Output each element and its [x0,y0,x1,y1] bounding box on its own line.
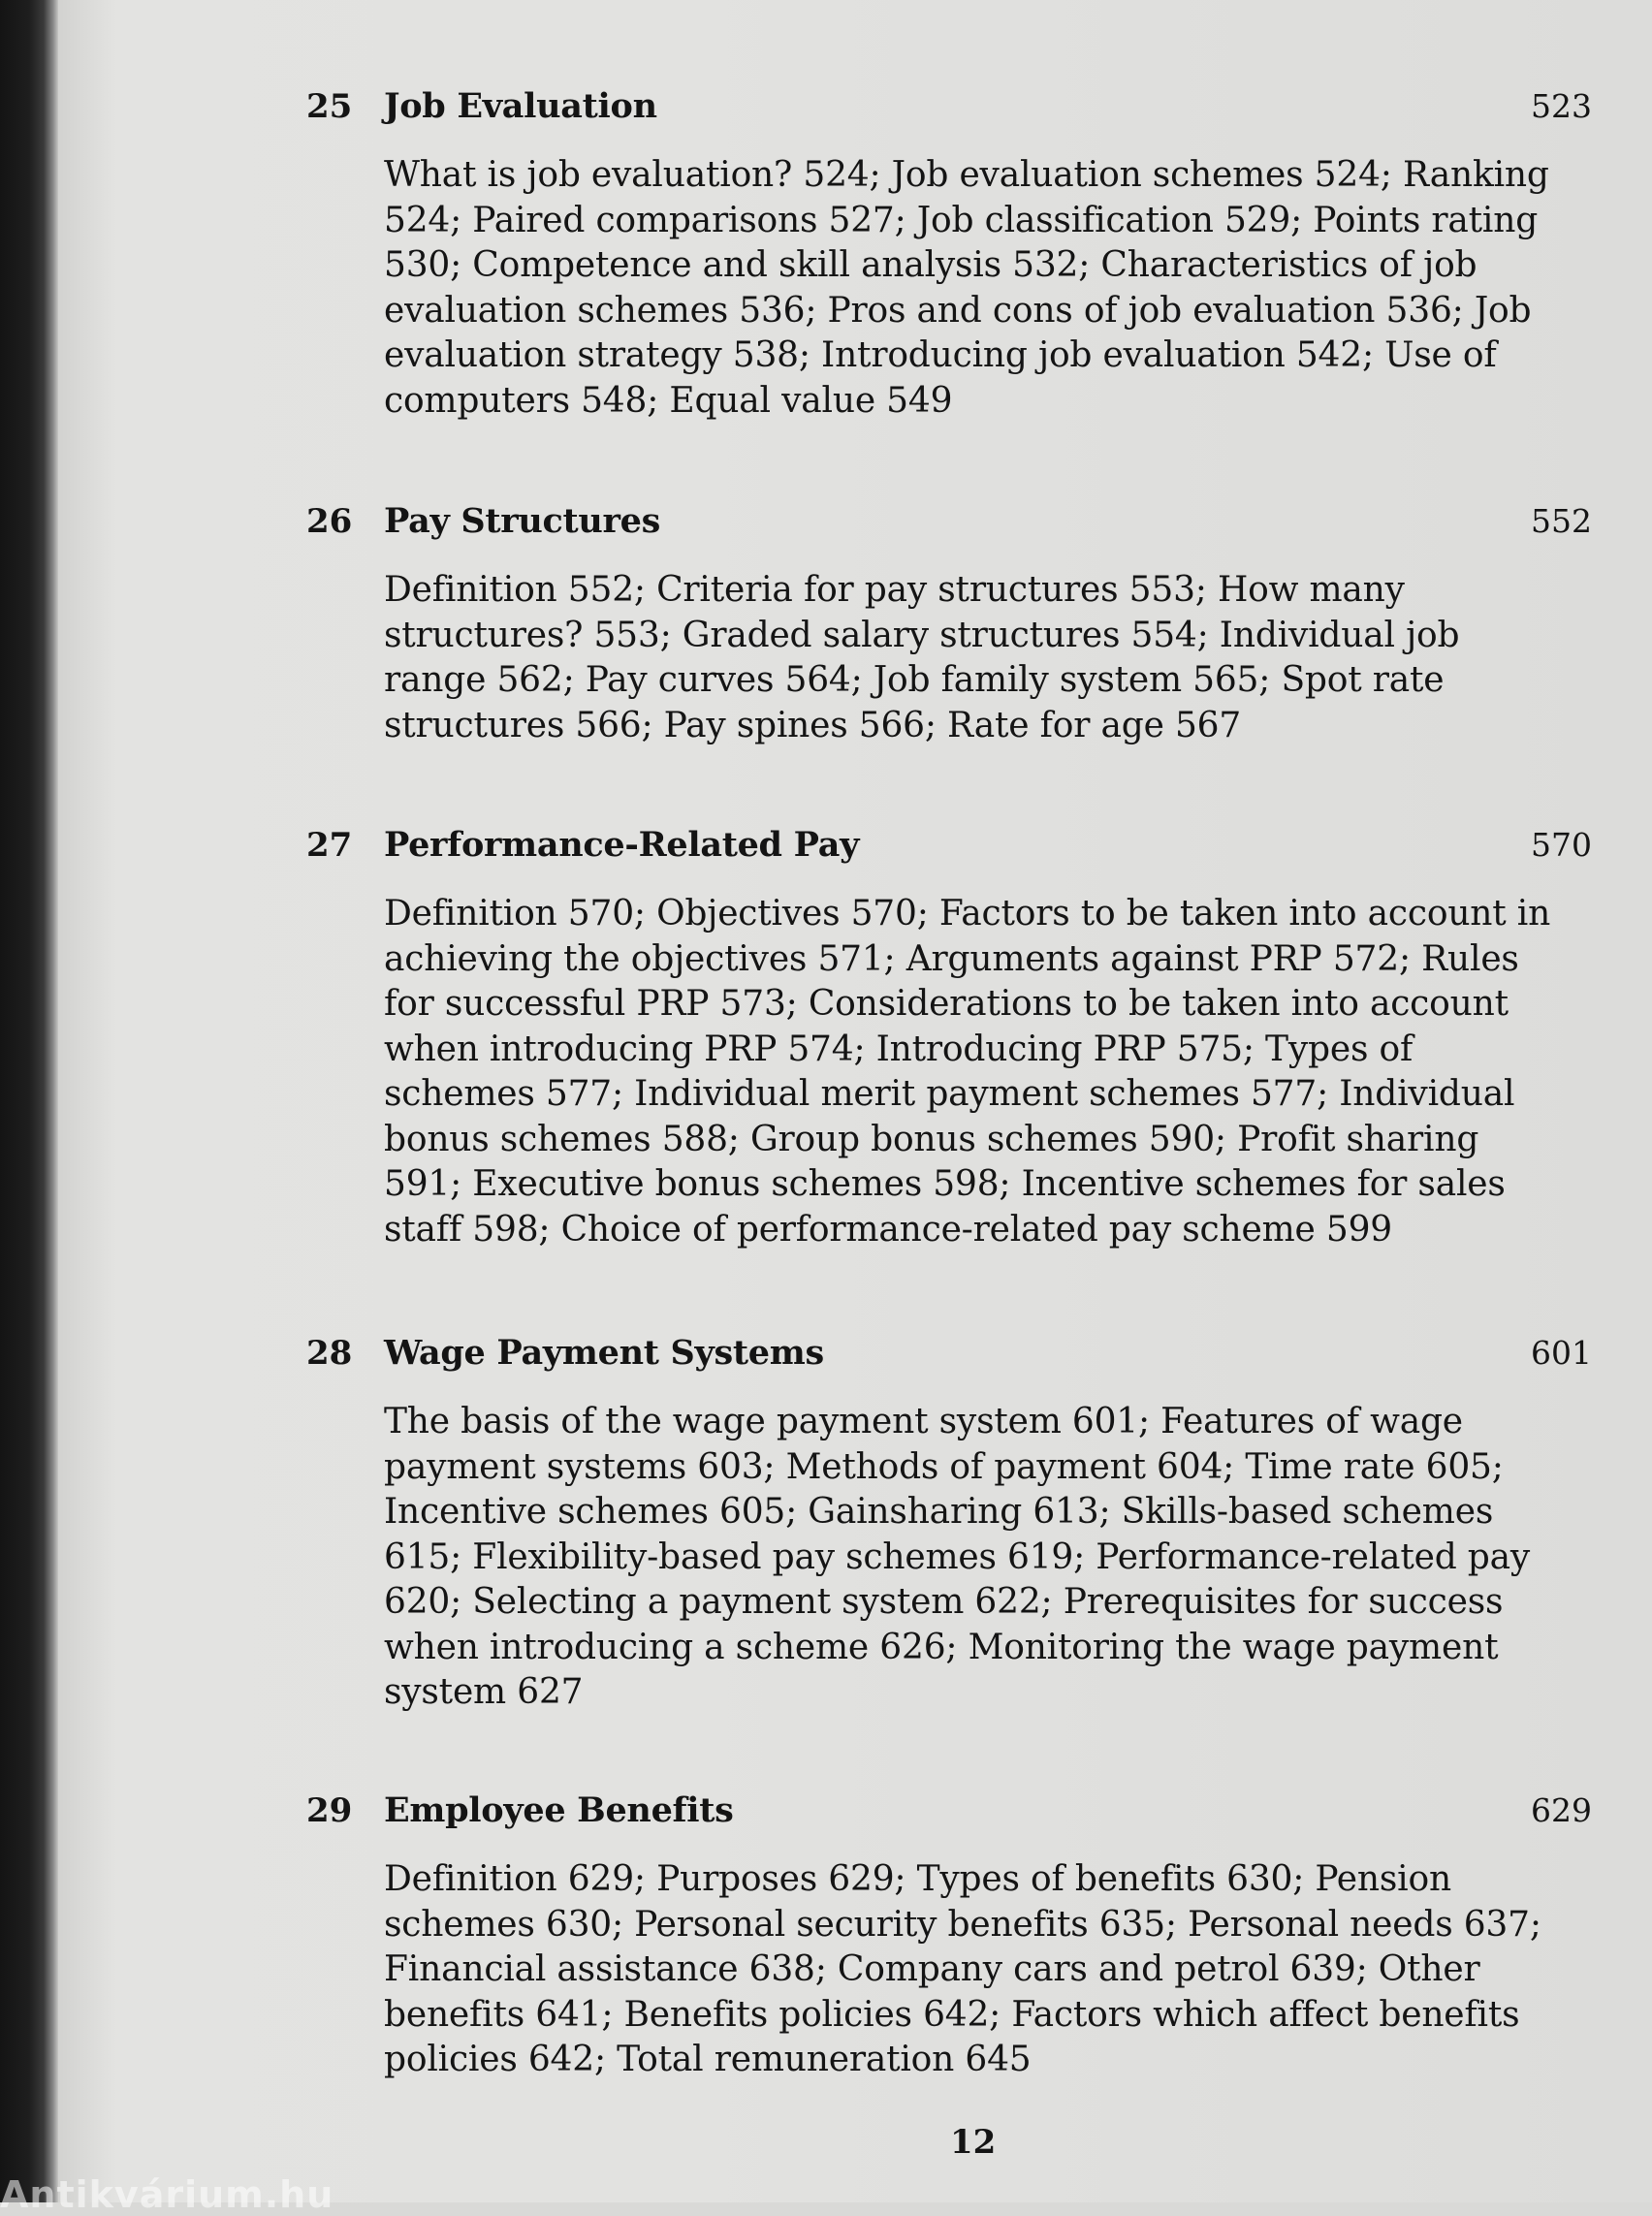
contents-line: schemes 577; Individual merit payment schemes 577; Individual [384,1074,1515,1114]
contents-line: range 562; Pay curves 564; Job family system 565; Spot rate [384,660,1445,700]
contents-line: computers 548; Equal value 549 [384,380,953,421]
contents-line: Definition 552; Criteria for pay structures 553; How many [384,570,1405,610]
contents-line: Definition 629; Purposes 629; Types of benefits 630; Pension [384,1859,1451,1899]
book-page [58,0,1652,2202]
chapter-contents [384,1400,1547,1716]
contents-line: Definition 570; Objectives 570; Factors to be taken into account in [384,894,1551,934]
contents-line: achieving the objectives 571; Arguments against PRP 572; Rules [384,938,1519,979]
contents-line: system 627 [384,1672,584,1712]
contents-line: structures 566; Pay spines 566; Rate for age 567 [384,705,1242,745]
contents-line: for successful PRP 573; Considerations to be taken into account [384,984,1509,1024]
chapter-contents [384,1857,1547,2083]
contents-line: when introducing PRP 574; Introducing PRP 575; Types of [384,1029,1414,1069]
chapter-number: 29 [306,1791,353,1830]
contents-line: Incentive schemes 605; Gainsharing 613; Skills-based schemes [384,1492,1494,1532]
book-binding-edge [0,0,58,2202]
contents-line: benefits 641; Benefits policies 642; Factors which affect benefits [384,1994,1520,2035]
chapter-title: Performance-Related Pay [384,825,860,865]
watermark: Antikvárium.hu [0,2173,334,2216]
chapter-page-number: 552 [1531,502,1592,540]
contents-line: structures? 553; Graded salary structures 554; Individual job [384,615,1460,655]
contents-line: 524; Paired comparisons 527; Job classification 529; Points rating [384,200,1539,240]
contents-line: evaluation strategy 538; Introducing job evaluation 542; Use of [384,335,1497,375]
contents-line: 615; Flexibility-based pay schemes 619; Performance-related pay [384,1536,1531,1577]
chapter-number: 28 [306,1334,353,1373]
contents-line: 591; Executive bonus schemes 598; Incentive schemes for sales [384,1164,1506,1204]
chapter-contents [384,892,1551,1252]
contents-line: What is job evaluation? 524; Job evaluation schemes 524; Ranking [384,155,1549,195]
contents-line: when introducing a scheme 626; Monitoring the wage payment [384,1627,1499,1667]
contents-line: evaluation schemes 536; Pros and cons of job evaluation 536; Job [384,290,1532,331]
chapter-page-number: 523 [1531,87,1592,125]
chapter-page-number: 570 [1531,826,1592,864]
chapter-title: Wage Payment Systems [384,1333,824,1373]
contents-line: 530; Competence and skill analysis 532; Characteristics of job [384,245,1477,285]
chapter-page-number: 601 [1531,1334,1592,1372]
chapter-number: 26 [306,502,353,541]
contents-line: bonus schemes 588; Group bonus schemes 590; Profit sharing [384,1119,1479,1159]
chapter-title: Job Evaluation [384,86,657,126]
chapter-number: 27 [306,826,353,865]
chapter-contents [384,568,1547,748]
contents-line: Financial assistance 638; Company cars and petrol 639; Other [384,1949,1480,1989]
contents-line: payment systems 603; Methods of payment 604; Time rate 605; [384,1446,1504,1487]
contents-line: staff 598; Choice of performance-related pay scheme 599 [384,1209,1392,1250]
contents-line: The basis of the wage payment system 601; Features of wage [384,1402,1463,1441]
page-folio-number: 12 [950,2123,997,2162]
chapter-title: Employee Benefits [384,1790,734,1830]
contents-line: schemes 630; Personal security benefits 635; Personal needs 637; [384,1904,1541,1945]
chapter-page-number: 629 [1531,1791,1592,1829]
chapter-title: Pay Structures [384,501,661,541]
chapter-number: 25 [306,87,353,126]
contents-line: policies 642; Total remuneration 645 [384,2040,1032,2079]
chapter-contents [384,153,1547,424]
contents-line: 620; Selecting a payment system 622; Prerequisites for success [384,1582,1504,1622]
